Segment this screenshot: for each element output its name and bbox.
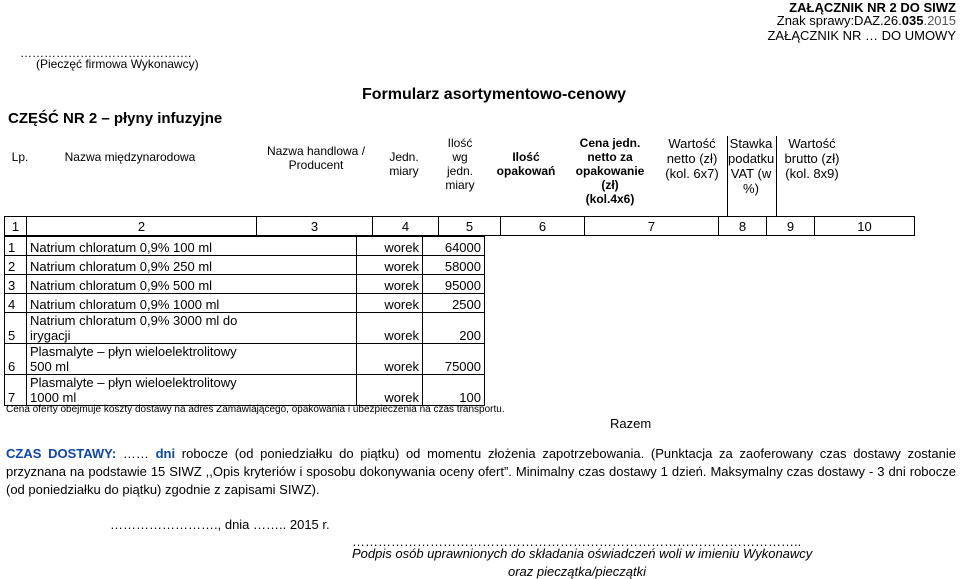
delivery-dots: …… <box>122 446 149 461</box>
row-lp: 2 <box>5 256 27 275</box>
delivery-days: dni <box>155 446 176 461</box>
row-lp: 6 <box>5 344 27 375</box>
product-table <box>4 216 915 236</box>
col-price-label: Cena jedn. netto za opakowanie <box>575 136 645 178</box>
row-unit: worek <box>357 256 423 275</box>
row-name-line2: irygacji <box>30 328 71 343</box>
seal-label: (Pieczęć firmowa Wykonawcy) <box>36 57 199 71</box>
seal-dots: ……………………………………. <box>20 46 192 60</box>
row-qty: 64000 <box>423 237 485 256</box>
col-number: 1 <box>5 217 27 236</box>
row-qty: 200 <box>423 313 485 344</box>
attachment-header: ZAŁĄCZNIK NR 2 DO SIWZ <box>789 0 956 15</box>
col-number: 6 <box>501 217 585 236</box>
row-name: Natrium chloratum 0,9% 1000 ml <box>27 294 357 313</box>
col-vat: Stawka podatku VAT (w %) <box>728 136 775 196</box>
row-qty: 75000 <box>423 344 485 375</box>
header-divider <box>727 136 728 216</box>
col-net-value: Wartość netto (zł) (kol. 6x7) <box>665 136 719 181</box>
col-number: 9 <box>767 217 815 236</box>
row-qty: 58000 <box>423 256 485 275</box>
col-gross: Wartość brutto (zł) (kol. 8x9) <box>784 136 840 181</box>
contract-attachment: ZAŁĄCZNIK NR … DO UMOWY <box>767 28 956 43</box>
table-row <box>5 275 485 294</box>
table-row <box>5 313 485 344</box>
price-note: Cena oferty obejmuje koszty dostawy na adres Zamawiającego, opakowania i ubezpieczenia na czas transportu. <box>6 404 505 415</box>
col-number: 4 <box>373 217 439 236</box>
col-lp: Lp. <box>11 150 29 164</box>
col-number: 2 <box>27 217 257 236</box>
row-name-line1: Natrium chloratum 0,9% 3000 ml do <box>30 313 238 328</box>
row-name-line2: 1000 ml <box>30 390 77 405</box>
col-price <box>570 136 650 206</box>
col-number: 8 <box>719 217 767 236</box>
row-qty: 100 <box>423 375 485 406</box>
row-name-line2: 500 ml <box>30 359 70 374</box>
table-row <box>5 344 485 375</box>
col-number: 5 <box>439 217 501 236</box>
delivery-time <box>6 445 956 499</box>
row-name: Natrium chloratum 0,9% 250 ml <box>27 256 357 275</box>
table-row <box>5 294 485 313</box>
col-trade: Nazwa handlowa / Producent <box>266 144 366 172</box>
col-price-note: (kol.4x6) <box>585 192 635 206</box>
case-num: 035 <box>901 13 924 28</box>
col-name: Nazwa międzynarodowa <box>64 150 196 164</box>
row-unit: worek <box>357 237 423 256</box>
row-unit: worek <box>357 294 423 313</box>
part-title: CZĘŚĆ NR 2 – płyny infuzyjne <box>8 110 223 127</box>
row-name <box>27 344 357 375</box>
row-unit: worek <box>357 313 423 344</box>
row-name <box>27 313 357 344</box>
col-qty: Ilość wg jedn. miary <box>445 136 475 192</box>
row-name: Natrium chloratum 0,9% 500 ml <box>27 275 357 294</box>
total-label: Razem <box>610 416 652 431</box>
col-qty-pack: Ilość opakowań <box>496 150 556 178</box>
col-price-unit: (zł) <box>601 178 619 192</box>
date-line: ……………………., dnia …….. 2015 r. <box>110 517 330 532</box>
table-row <box>5 375 485 406</box>
signature-dots: ………………………………………………………………………………………….. <box>352 534 802 549</box>
col-number: 10 <box>815 217 915 236</box>
form-title: Formularz asortymentowo-cenowy <box>362 86 627 103</box>
table-row <box>5 256 485 275</box>
col-unit: Jedn. miary <box>389 150 419 178</box>
row-lp: 5 <box>5 313 27 344</box>
table-row <box>5 237 485 256</box>
case-year: .2015 <box>923 13 956 28</box>
row-unit: worek <box>357 375 423 406</box>
row-qty: 2500 <box>423 294 485 313</box>
row-qty: 95000 <box>423 275 485 294</box>
row-name-line1: Plasmalyte – płyn wieloelektrolitowy <box>30 344 237 359</box>
row-name: Natrium chloratum 0,9% 100 ml <box>27 237 357 256</box>
row-lp: 7 <box>5 375 27 406</box>
column-number-row <box>5 217 915 236</box>
col-number: 7 <box>585 217 719 236</box>
col-number: 3 <box>257 217 373 236</box>
row-lp: 1 <box>5 237 27 256</box>
header-divider <box>776 136 777 216</box>
product-rows <box>4 236 485 406</box>
case-prefix: Znak sprawy:DAZ.26. <box>776 13 902 28</box>
case-number <box>777 13 956 28</box>
signature-label: Podpis osób uprawnionych do składania oświadczeń woli w imieniu Wykonawcy <box>352 546 813 561</box>
row-lp: 3 <box>5 275 27 294</box>
delivery-text: robocze (od poniedziałku do piątku) od momentu złożenia zapotrzebowania. (Punktacja za zaoferowany czas dostawy zostanie przyznana na podstawie 15 SIWZ ,,Opis kryteriów i sposobu dokonywania oceny ofert”. Minimalny czas dostawy 1 dzień. Maksymalny czas dostawy - 3 dni robocze (od poniedziałku do piątku) zgodnie z zapisami SIWZ). <box>6 446 956 497</box>
row-unit: worek <box>357 275 423 294</box>
row-lp: 4 <box>5 294 27 313</box>
row-unit: worek <box>357 344 423 375</box>
row-name <box>27 375 357 406</box>
row-name-line1: Plasmalyte – płyn wieloelektrolitowy <box>30 375 237 390</box>
stamp-label: oraz pieczątka/pieczątki <box>508 564 647 579</box>
delivery-label: CZAS DOSTAWY: <box>6 446 117 461</box>
